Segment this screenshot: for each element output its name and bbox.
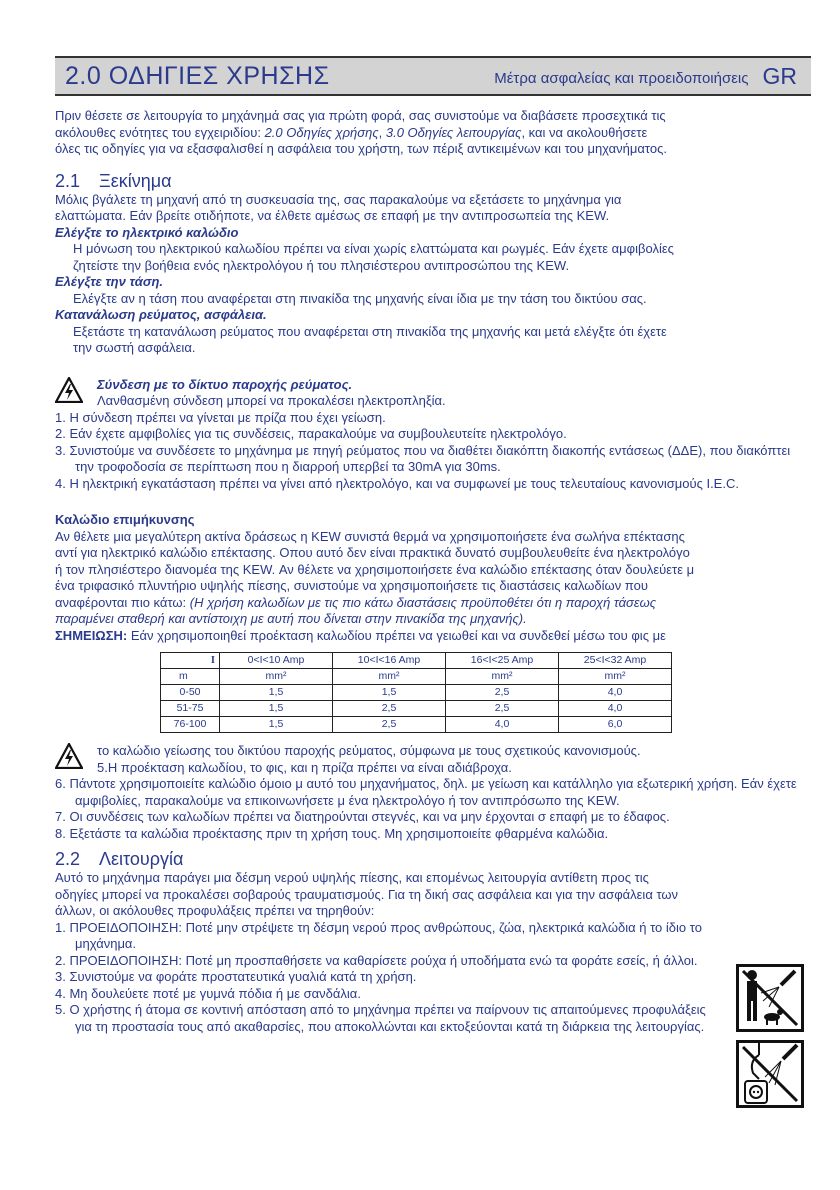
list-item: 2. ΠΡΟΕΙΔΟΠΟΙΗΣΗ: Ποτέ μη προσπαθήσετε να καθαρίσετε ρούχα ή υποδήματα ενώ τα φοράτε εσείς, ή άλλοι. (55, 952, 698, 968)
table-unit: mm² (446, 669, 559, 685)
subheading-consumption: Κατανάλωση ρεύματος, ασφάλεια. (55, 307, 267, 322)
list-item: 3. Συνιστούμε να φοράτε προστατευτικά γυαλιά κατά τη χρήση. (55, 969, 417, 984)
text-line: άλλων, οι ακόλουθες προφυλάξεις πρέπει να τηρηθούν: (55, 903, 375, 918)
text-line: το καλώδιο γείωσης του δικτύου παροχής ρεύματος, σύμφωνα με τους σχετικούς κανονισμούς. (97, 743, 641, 758)
section-heading-2-2: 2.2 Λειτουργία (55, 849, 184, 869)
table-header: 10<I<16 Amp (333, 653, 446, 669)
text-line: αντί για ηλεκτρικό καλώδιο επέκτασης. Οπου αυτό δεν είναι πρακτικά δυνατό συμβουλευθείτε ένα ηλεκτρολόγο (55, 545, 690, 560)
text-line: ελαττώματα. Εάν βρείτε οτιδήποτε, να έλθετε αμέσως σε επαφή με την αντιπροσωπεία της KEW. (55, 208, 610, 223)
table-row: 51-75 1,5 2,5 2,5 4,0 (161, 701, 672, 717)
mains-warning-block (55, 377, 811, 410)
extension-heading: Καλώδιο επιμήκυνσης (55, 512, 195, 527)
earthing-warning-block (55, 743, 811, 776)
text-line: Η μόνωση του ηλεκτρικού καλωδίου πρέπει να είναι χωρίς ελαττώματα και ρωγμές. Εάν έχετε αμφιβολίες (73, 241, 674, 256)
list-item: 6. Πάντοτε χρησιμοποιείτε καλώδιο όμοιο μ αυτό του μηχανήματος, δηλ. με γείωση και κατάλληλο για εξωτερική χρήση. Εάν έχετε αμφιβολίες, παρακαλούμε να επικοινωνήσετε μ ένα ηλεκτρολόγο ή τον αντιπρόσωπο της KEW. (55, 776, 797, 808)
list-item: 2. Εάν έχετε αμφιβολίες για τις συνδέσεις, παρακαλούμε να συμβουλευτείτε ηλεκτρολόγο. (55, 426, 567, 441)
table-row: 0-50 1,5 1,5 2,5 4,0 (161, 685, 672, 701)
table-corner-current: I (161, 653, 220, 669)
language-code: GR (762, 62, 797, 89)
table-unit: mm² (333, 669, 446, 685)
mains-list (55, 410, 811, 493)
text-line: ένα τριφασικό πλυντήριο υψηλής πίεσης, συνιστούμε να χρησιμοποιήσετε τις διαστάσεις καλωδίων που (55, 578, 648, 593)
operation-list (55, 920, 725, 1036)
page-title: 2.0 ΟΔΗΓΙΕΣ ΧΡΗΣΗΣ (65, 61, 330, 90)
table-header: 25<I<32 Amp (559, 653, 672, 669)
text-line: την σωστή ασφάλεια. (73, 340, 196, 355)
text-line: Αυτό το μηχάνημα παράγει μια δέσμη νερού υψηλής πίεσης, και επομένως λειτουργία αντίθετη προς τις (55, 870, 649, 885)
table-unit: mm² (220, 669, 333, 685)
section-heading-2-1: 2.1 Ξεκίνημα (55, 170, 172, 191)
intro-line: όλες τις οδηγίες για να εξασφαλισθεί η ασφάλεια του χρήστη, των πέριξ αντικειμένων και του μηχανήματος. (55, 141, 667, 156)
text-line: παραμένει σταθερή και αντίστοιχη με αυτή που δίνεται στην πινακίδα της μηχανής). (55, 611, 527, 626)
list-item: 5. Ο χρήστης ή άτομα σε κοντινή απόσταση από το μηχάνημα πρέπει να παίρνουν τις απαιτούμενες προφυλάξεις για τη προστασία τους από ακαθαρσίες, που αποκολλώνται και εκτοξεύονται κατά τη διάρκεια της λειτουργίας. (55, 1002, 706, 1034)
table-corner-length: m (161, 669, 220, 685)
header-bar (55, 56, 811, 96)
text-line: Αν θέλετε μια μεγαλύτερη ακτίνα δράσεως η KEW συνιστά θερμά να χρησιμοποιήσετε ένα σωλήνα επέκτασης (55, 528, 685, 544)
no-spray-at-socket-icon (736, 1040, 804, 1108)
page-subtitle: Μέτρα ασφαλείας και προειδοποιήσεις (494, 69, 749, 87)
no-spray-at-people-icon (736, 964, 804, 1032)
extension-list (55, 776, 811, 842)
text-line: ή τον πλησιέστερο διανομέα της KEW. Αν θέλετε να χρησιμοποιήσετε ένα καλώδιο επέκτασης όταν δουλεύετε μ (55, 561, 695, 577)
text-line: ζητείστε την βοήθεια ενός ηλεκτρολόγου ή του πλησιέστερου αντιπροσώπου της KEW. (73, 257, 570, 273)
list-item: 1. ΠΡΟΕΙΔΟΠΟΙΗΣΗ: Ποτέ μην στρέψετε τη δέσμη νερού προς ανθρώπους, ζώα, ηλεκτρικά καλώδια ή το ίδιο το μηχάνημα. (55, 919, 702, 951)
page (55, 56, 811, 1035)
electric-hazard-icon (55, 743, 83, 769)
intro-line: Πριν θέσετε σε λειτουργία το μηχάνημά σας για πρώτη φορά, σας συνιστούμε να διαβάσετε προσεχτικά τις (55, 108, 666, 123)
subheading-cable: Ελέγξτε το ηλεκτρικό καλώδιο (55, 224, 239, 240)
text-line: 5.Η προέκταση καλωδίου, το φις, και η πρίζα πρέπει να είναι αδιάβροχα. (97, 759, 512, 775)
text-line: Ελέγξτε αν η τάση που αναφέρεται στη πινακίδα της μηχανής είναι ίδια με την τάση του δικτύου σας. (73, 290, 647, 306)
table-header: 0<I<10 Amp (220, 653, 333, 669)
ref-usage-instructions: 2.0 Οδηγίες χρήσης (264, 124, 379, 140)
list-item: 4. Η ηλεκτρική εγκατάσταση πρέπει να γίνει από ηλεκτρολόγο, και να συμφωνεί με τους τελευταίους κανονισμούς I.E.C. (55, 475, 739, 491)
list-item: 4. Μη δουλεύετε ποτέ με γυμνά πόδια ή με σανδάλια. (55, 985, 361, 1001)
text-line: Μόλις βγάλετε τη μηχανή από τη συσκευασία της, σας παρακαλούμε να εξετάσετε το μηχάνημα για (55, 191, 622, 207)
list-item: 8. Εξετάστε τα καλώδια προέκτασης πριν τη χρήση τους. Μη χρησιμοποιείτε φθαρμένα καλώδια. (55, 825, 609, 841)
text-line: οδηγίες μπορεί να προκαλέσει σοβαρούς τραυματισμούς. Για τη δική σας ασφάλεια και για την ασφάλεια των (55, 886, 679, 902)
subheading-voltage: Ελέγξτε την τάση. (55, 274, 163, 289)
mains-heading: Σύνδεση με το δίκτυο παροχής ρεύματος. (97, 376, 353, 392)
mains-warning-text: Λανθασμένη σύνδεση μπορεί να προκαλέσει ηλεκτροπληξία. (97, 393, 446, 408)
intro-paragraph (55, 108, 811, 158)
note-label: ΣΗΜΕΙΩΣΗ: (55, 627, 128, 643)
text-line: αναφέρονται πιο κάτω: (Η χρήση καλωδίων με τις πιο κάτω διαστάσεις προϋποθέτει ότι η παροχή τάσεως (55, 594, 657, 610)
list-item: 1. Η σύνδεση πρέπει να γίνεται με πρίζα που έχει γείωση. (55, 409, 386, 425)
table-unit: mm² (559, 669, 672, 685)
intro-line: ακόλουθες ενότητες του εγχειριδίου: 2.0 Οδηγίες χρήσης, 3.0 Οδηγίες λειτουργίας, και να ακολουθήσετε (55, 124, 648, 140)
table-header: 16<I<25 Amp (446, 653, 559, 669)
text-line: Εξετάστε τη κατανάλωση ρεύματος που αναφέρεται στη πινακίδα της μηχανής και μετά ελέγξτε ότι έχετε (73, 323, 667, 339)
table-row: 76-100 1,5 2,5 4,0 6,0 (161, 717, 672, 733)
cable-size-table (160, 652, 672, 733)
ref-operating-instructions: 3.0 Οδηγίες λειτουργίας (385, 124, 522, 140)
note-line: ΣΗΜΕΙΩΣΗ: Εάν χρησιμοποιηθεί προέκταση καλωδίου πρέπει να γειωθεί και να συνδεθεί μέσω του φις με (55, 627, 666, 643)
list-item: 3. Συνιστούμε να συνδέσετε το μηχάνημα με πηγή ρεύματος που να διαθέτει διακόπτη διακοπής εντάσεως (ΔΔΕ), που διακόπτει την τροφοδοσία σε περίπτωση που η διαρροή υπερβεί τα 30mA για 30ms. (55, 442, 791, 474)
electric-hazard-icon (55, 377, 83, 403)
list-item: 7. Οι συνδέσεις των καλωδίων πρέπει να διατηρούνται στεγνές, και να μην έρχονται σ επαφή με το έδαφος. (55, 809, 670, 824)
